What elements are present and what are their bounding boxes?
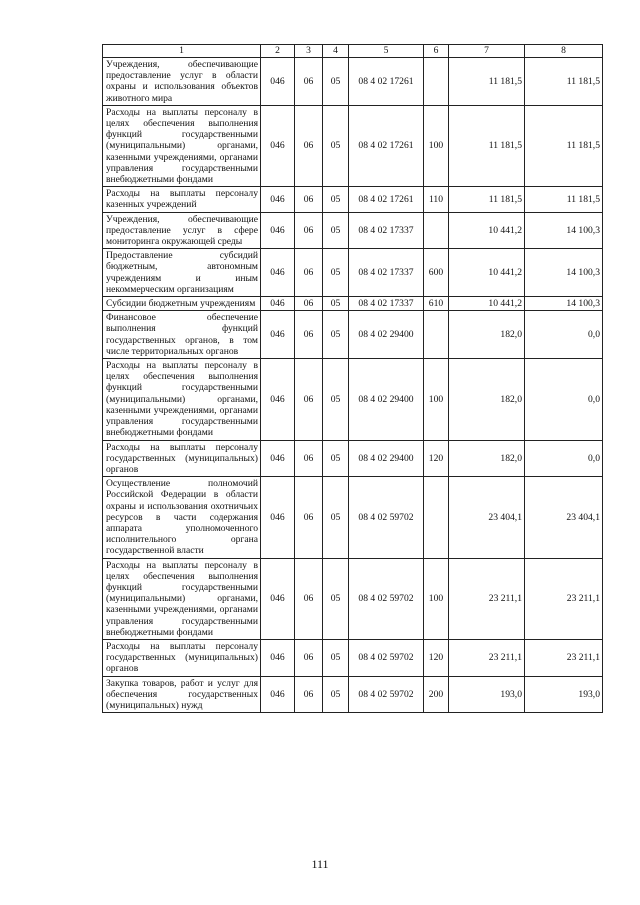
row-target-article: 08 4 02 17261 bbox=[349, 187, 424, 212]
row-ministry-code: 046 bbox=[261, 676, 295, 713]
row-amount-col7: 182,0 bbox=[449, 440, 525, 477]
row-expense-type: 600 bbox=[424, 249, 449, 297]
row-section-code: 06 bbox=[295, 558, 323, 639]
row-description: Финансовое обеспечение выполнения функций государственных органов, в том числе территориальных органов bbox=[103, 311, 261, 359]
row-target-article: 08 4 02 29400 bbox=[349, 440, 424, 477]
row-amount-col7: 23 404,1 bbox=[449, 477, 525, 558]
row-amount-col7: 10 441,2 bbox=[449, 212, 525, 249]
row-section-code: 06 bbox=[295, 58, 323, 106]
table-row bbox=[103, 187, 603, 212]
row-expense-type bbox=[424, 477, 449, 558]
table-header bbox=[103, 45, 603, 58]
header-col-4: 4 bbox=[323, 45, 349, 58]
table-row bbox=[103, 477, 603, 558]
row-expense-type: 610 bbox=[424, 297, 449, 311]
table-row bbox=[103, 676, 603, 713]
row-section-code: 06 bbox=[295, 297, 323, 311]
row-section-code: 06 bbox=[295, 359, 323, 440]
row-amount-col8: 0,0 bbox=[525, 311, 603, 359]
row-expense-type: 120 bbox=[424, 440, 449, 477]
row-description: Осуществление полномочий Российской Федерации в области охраны и использования охотничьих ресурсов в части содержания аппарата уполномоченного исполнительного органа государственной власти bbox=[103, 477, 261, 558]
table-row bbox=[103, 58, 603, 106]
row-target-article: 08 4 02 59702 bbox=[349, 639, 424, 676]
row-amount-col7: 11 181,5 bbox=[449, 58, 525, 106]
row-subsection-code: 05 bbox=[323, 639, 349, 676]
row-amount-col7: 10 441,2 bbox=[449, 297, 525, 311]
row-section-code: 06 bbox=[295, 477, 323, 558]
row-ministry-code: 046 bbox=[261, 558, 295, 639]
row-target-article: 08 4 02 17337 bbox=[349, 297, 424, 311]
row-ministry-code: 046 bbox=[261, 58, 295, 106]
table-row bbox=[103, 359, 603, 440]
header-col-5: 5 bbox=[349, 45, 424, 58]
row-subsection-code: 05 bbox=[323, 212, 349, 249]
header-col-7: 7 bbox=[449, 45, 525, 58]
row-target-article: 08 4 02 17261 bbox=[349, 105, 424, 186]
row-target-article: 08 4 02 59702 bbox=[349, 558, 424, 639]
row-expense-type bbox=[424, 212, 449, 249]
header-col-1: 1 bbox=[103, 45, 261, 58]
row-amount-col8: 23 211,1 bbox=[525, 639, 603, 676]
row-description: Субсидии бюджетным учреждениям bbox=[103, 297, 261, 311]
row-section-code: 06 bbox=[295, 440, 323, 477]
row-section-code: 06 bbox=[295, 212, 323, 249]
header-row bbox=[103, 45, 603, 58]
row-expense-type: 100 bbox=[424, 558, 449, 639]
row-section-code: 06 bbox=[295, 249, 323, 297]
table-row bbox=[103, 105, 603, 186]
row-ministry-code: 046 bbox=[261, 212, 295, 249]
row-amount-col8: 14 100,3 bbox=[525, 212, 603, 249]
row-target-article: 08 4 02 17337 bbox=[349, 212, 424, 249]
row-subsection-code: 05 bbox=[323, 249, 349, 297]
row-description: Учреждения, обеспечивающие предоставление услуг в сфере мониторинга окружающей среды bbox=[103, 212, 261, 249]
row-amount-col8: 14 100,3 bbox=[525, 297, 603, 311]
row-subsection-code: 05 bbox=[323, 58, 349, 106]
row-expense-type bbox=[424, 311, 449, 359]
row-amount-col7: 182,0 bbox=[449, 359, 525, 440]
row-target-article: 08 4 02 59702 bbox=[349, 477, 424, 558]
row-target-article: 08 4 02 17261 bbox=[349, 58, 424, 106]
row-expense-type bbox=[424, 58, 449, 106]
row-description: Расходы на выплаты персоналу государственных (муниципальных) органов bbox=[103, 639, 261, 676]
row-amount-col7: 10 441,2 bbox=[449, 249, 525, 297]
row-amount-col7: 23 211,1 bbox=[449, 639, 525, 676]
page-number: 111 bbox=[311, 857, 329, 871]
row-amount-col8: 23 404,1 bbox=[525, 477, 603, 558]
row-ministry-code: 046 bbox=[261, 477, 295, 558]
row-expense-type: 200 bbox=[424, 676, 449, 713]
row-target-article: 08 4 02 29400 bbox=[349, 359, 424, 440]
row-amount-col7: 23 211,1 bbox=[449, 558, 525, 639]
table-row bbox=[103, 297, 603, 311]
row-amount-col8: 14 100,3 bbox=[525, 249, 603, 297]
row-description: Предоставление субсидий бюджетным, автономным учреждениям и иным некоммерческим организациям bbox=[103, 249, 261, 297]
row-target-article: 08 4 02 17337 bbox=[349, 249, 424, 297]
row-subsection-code: 05 bbox=[323, 440, 349, 477]
row-target-article: 08 4 02 59702 bbox=[349, 676, 424, 713]
row-section-code: 06 bbox=[295, 311, 323, 359]
row-ministry-code: 046 bbox=[261, 105, 295, 186]
row-section-code: 06 bbox=[295, 639, 323, 676]
budget-table bbox=[102, 44, 603, 713]
budget-table-container bbox=[102, 44, 602, 713]
row-description: Расходы на выплаты персоналу в целях обеспечения выполнения функций государственными (муниципальными) органами, казенными учреждениями, органами управления государственными внебюджетными фондами bbox=[103, 558, 261, 639]
row-description: Расходы на выплаты персоналу в целях обеспечения выполнения функций государственными (муниципальными) органами, казенными учреждениями, органами управления государственными внебюджетными фондами bbox=[103, 105, 261, 186]
row-expense-type: 110 bbox=[424, 187, 449, 212]
row-subsection-code: 05 bbox=[323, 311, 349, 359]
row-ministry-code: 046 bbox=[261, 440, 295, 477]
row-ministry-code: 046 bbox=[261, 311, 295, 359]
row-ministry-code: 046 bbox=[261, 639, 295, 676]
row-ministry-code: 046 bbox=[261, 297, 295, 311]
row-subsection-code: 05 bbox=[323, 187, 349, 212]
row-amount-col8: 0,0 bbox=[525, 440, 603, 477]
row-amount-col7: 182,0 bbox=[449, 311, 525, 359]
row-description: Расходы на выплаты персоналу казенных учреждений bbox=[103, 187, 261, 212]
table-row bbox=[103, 639, 603, 676]
row-section-code: 06 bbox=[295, 676, 323, 713]
header-col-6: 6 bbox=[424, 45, 449, 58]
row-subsection-code: 05 bbox=[323, 477, 349, 558]
row-ministry-code: 046 bbox=[261, 359, 295, 440]
row-description: Расходы на выплаты персоналу в целях обеспечения выполнения функций государственными (муниципальными) органами, казенными учреждениями, органами управления государственными внебюджетными фондами bbox=[103, 359, 261, 440]
table-row bbox=[103, 440, 603, 477]
table-row bbox=[103, 249, 603, 297]
header-col-8: 8 bbox=[525, 45, 603, 58]
header-col-3: 3 bbox=[295, 45, 323, 58]
row-description: Учреждения, обеспечивающие предоставление услуг в области охраны и использования объектов животного мира bbox=[103, 58, 261, 106]
row-description: Расходы на выплаты персоналу государственных (муниципальных) органов bbox=[103, 440, 261, 477]
row-subsection-code: 05 bbox=[323, 105, 349, 186]
row-amount-col8: 11 181,5 bbox=[525, 105, 603, 186]
row-section-code: 06 bbox=[295, 105, 323, 186]
row-amount-col8: 193,0 bbox=[525, 676, 603, 713]
row-expense-type: 120 bbox=[424, 639, 449, 676]
row-subsection-code: 05 bbox=[323, 558, 349, 639]
row-amount-col7: 11 181,5 bbox=[449, 105, 525, 186]
header-col-2: 2 bbox=[261, 45, 295, 58]
row-amount-col8: 0,0 bbox=[525, 359, 603, 440]
row-subsection-code: 05 bbox=[323, 676, 349, 713]
row-expense-type: 100 bbox=[424, 359, 449, 440]
row-amount-col8: 23 211,1 bbox=[525, 558, 603, 639]
row-ministry-code: 046 bbox=[261, 249, 295, 297]
table-row bbox=[103, 212, 603, 249]
row-section-code: 06 bbox=[295, 187, 323, 212]
table-row bbox=[103, 558, 603, 639]
row-amount-col8: 11 181,5 bbox=[525, 58, 603, 106]
table-body bbox=[103, 58, 603, 713]
row-description: Закупка товаров, работ и услуг для обеспечения государственных (муниципальных) нужд bbox=[103, 676, 261, 713]
row-subsection-code: 05 bbox=[323, 297, 349, 311]
row-amount-col8: 11 181,5 bbox=[525, 187, 603, 212]
row-amount-col7: 193,0 bbox=[449, 676, 525, 713]
row-expense-type: 100 bbox=[424, 105, 449, 186]
row-ministry-code: 046 bbox=[261, 187, 295, 212]
row-target-article: 08 4 02 29400 bbox=[349, 311, 424, 359]
row-amount-col7: 11 181,5 bbox=[449, 187, 525, 212]
table-row bbox=[103, 311, 603, 359]
row-subsection-code: 05 bbox=[323, 359, 349, 440]
